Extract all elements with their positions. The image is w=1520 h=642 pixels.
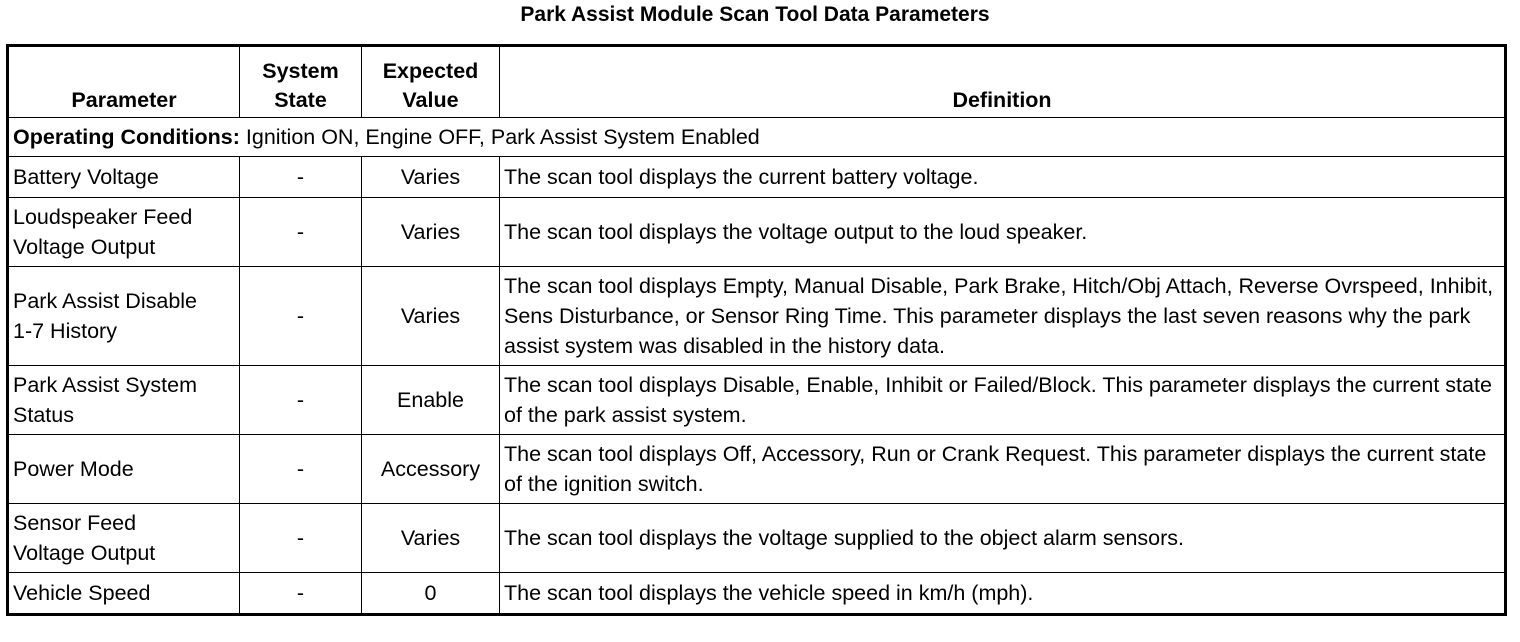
parameter-cell: Park Assist System Status	[8, 366, 240, 435]
definition-cell: The scan tool displays the vehicle speed in km/h (mph).	[500, 573, 1506, 615]
system-state-cell: -	[240, 504, 362, 573]
definition-cell: The scan tool displays the current battery voltage.	[500, 157, 1506, 198]
definition-cell: The scan tool displays Empty, Manual Disable, Park Brake, Hitch/Obj Attach, Reverse Ovrspeed, Inhibit, Sens Disturbance, or Sensor Ring Time. This parameter displays the last seven reasons why the park assist system was disabled in the history data.	[500, 267, 1506, 366]
operating-conditions-row	[8, 118, 1506, 157]
expected-value-cell: Accessory	[362, 435, 500, 504]
system-state-cell: -	[240, 435, 362, 504]
header-parameter: Parameter	[8, 46, 240, 118]
parameter-cell: Sensor Feed Voltage Output	[8, 504, 240, 573]
system-state-cell: -	[240, 157, 362, 198]
definition-cell: The scan tool displays Disable, Enable, Inhibit or Failed/Block. This parameter displays the current state of the park assist system.	[500, 366, 1506, 435]
table-row	[8, 573, 1506, 615]
header-expected-value: Expected Value	[362, 46, 500, 118]
system-state-cell: -	[240, 198, 362, 267]
table-row	[8, 157, 1506, 198]
system-state-cell: -	[240, 573, 362, 615]
parameter-cell: Battery Voltage	[8, 157, 240, 198]
header-row	[8, 46, 1506, 118]
definition-cell: The scan tool displays Off, Accessory, Run or Crank Request. This parameter displays the current state of the ignition switch.	[500, 435, 1506, 504]
operating-conditions-value: Ignition ON, Engine OFF, Park Assist System Enabled	[239, 125, 760, 149]
definition-cell: The scan tool displays the voltage supplied to the object alarm sensors.	[500, 504, 1506, 573]
table-row	[8, 198, 1506, 267]
table-row	[8, 504, 1506, 573]
expected-value-cell: 0	[362, 573, 500, 615]
parameters-table	[6, 44, 1507, 616]
definition-cell: The scan tool displays the voltage output to the loud speaker.	[500, 198, 1506, 267]
parameter-cell: Loudspeaker Feed Voltage Output	[8, 198, 240, 267]
header-system-state: System State	[240, 46, 362, 118]
expected-value-cell: Varies	[362, 157, 500, 198]
table-row	[8, 267, 1506, 366]
table-row	[8, 435, 1506, 504]
expected-value-cell: Varies	[362, 198, 500, 267]
system-state-cell: -	[240, 366, 362, 435]
expected-value-cell: Varies	[362, 504, 500, 573]
operating-conditions	[8, 118, 1506, 157]
parameter-cell: Power Mode	[8, 435, 240, 504]
operating-conditions-label: Operating Conditions:	[13, 125, 240, 149]
page-title: Park Assist Module Scan Tool Data Parameters	[520, 3, 990, 26]
header-definition: Definition	[500, 46, 1506, 118]
system-state-cell: -	[240, 267, 362, 366]
parameter-cell: Vehicle Speed	[8, 573, 240, 615]
expected-value-cell: Enable	[362, 366, 500, 435]
parameter-cell: Park Assist Disable 1-7 History	[8, 267, 240, 366]
expected-value-cell: Varies	[362, 267, 500, 366]
table-row	[8, 366, 1506, 435]
